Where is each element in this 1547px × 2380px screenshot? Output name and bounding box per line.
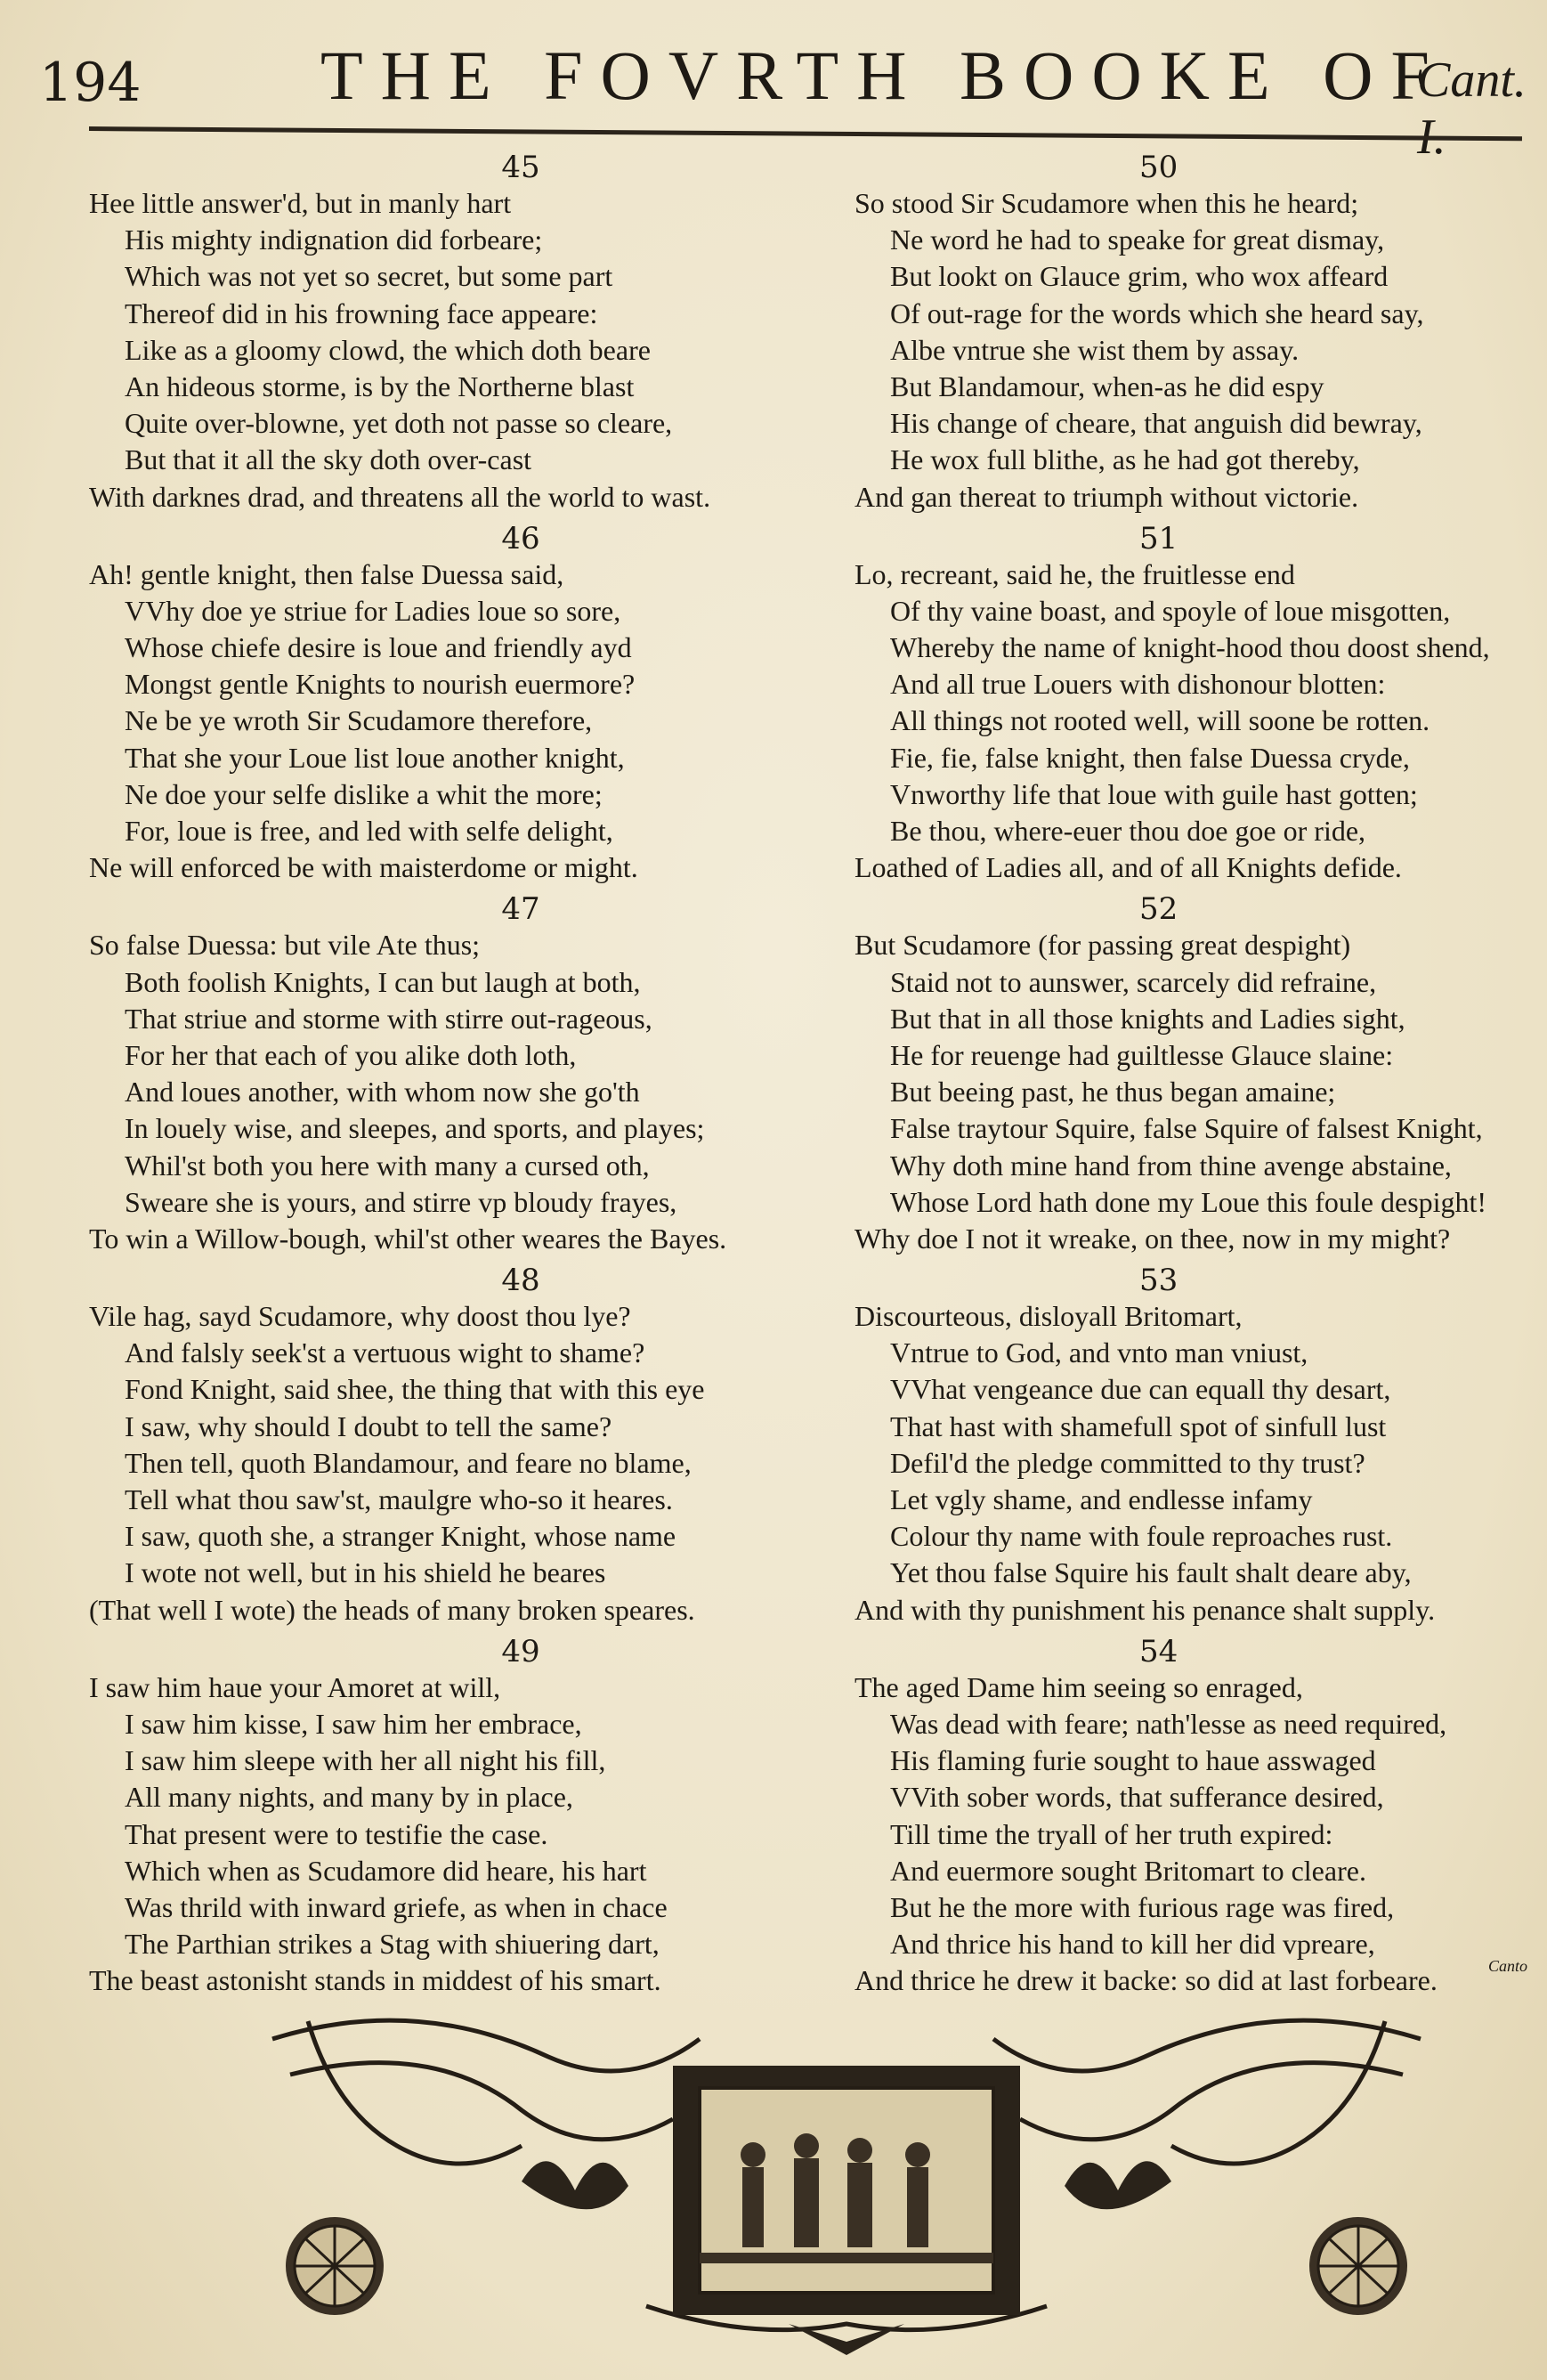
verse-line: Defil'd the pledge committed to thy trust?: [890, 1446, 1365, 1479]
verse-line: With darknes drad, and threatens all the world to wast.: [89, 480, 711, 513]
stanza: [854, 891, 1513, 1257]
verse-line: Of out-rage for the words which she heard say,: [890, 296, 1424, 329]
verse-line: Whose chiefe desire is loue and friendly ayd: [125, 631, 632, 664]
verse-line: Staid not to aunswer, scarcely did refraine,: [890, 965, 1377, 998]
canto-reference: Cant.: [1417, 53, 1527, 108]
left-column: [89, 150, 828, 2004]
verse-line: All many nights, and many by in place,: [125, 1781, 573, 1814]
verse-line: Vile hag, sayd Scudamore, why doost thou lye?: [89, 1300, 631, 1333]
verse-line: Thereof did in his frowning face appeare:: [125, 296, 598, 329]
verse-line: His change of cheare, that anguish did bewray,: [890, 407, 1422, 440]
verse-line: Which when as Scudamore did heare, his hart: [125, 1854, 647, 1887]
verse-line: Vntrue to God, and vnto man vniust,: [890, 1336, 1308, 1369]
verse-line: Whose Lord hath done my Loue this foule despight!: [890, 1185, 1487, 1218]
stanza-number: 54: [1139, 1633, 1178, 1669]
verse-line: Let vgly shame, and endlesse infamy: [890, 1483, 1313, 1515]
verse-line: But that it all the sky doth over-cast: [125, 443, 532, 476]
verse-line: The Parthian strikes a Stag with shiuering dart,: [125, 1928, 660, 1961]
verse-line: That striue and storme with stirre out-rageous,: [125, 1002, 652, 1035]
verse-line: I wote not well, but in his shield he beares: [125, 1556, 606, 1589]
verse-line: Whereby the name of knight-hood thou doost shend,: [890, 631, 1490, 664]
verse-line: All things not rooted well, will soone be rotten.: [890, 704, 1430, 737]
verse-line: Was thrild with inward griefe, as when in chace: [125, 1890, 668, 1923]
stanza-number: 52: [1139, 891, 1178, 928]
verse-line: He for reuenge had guiltlesse Glauce slaine:: [890, 1038, 1394, 1071]
verse-line: Discourteous, disloyall Britomart,: [854, 1300, 1243, 1333]
stanza: [89, 1263, 828, 1629]
stanza: [854, 521, 1513, 887]
verse-line: VVhy doe ye striue for Ladies loue so sore,: [125, 594, 621, 627]
stanza-number: 53: [1139, 1263, 1178, 1299]
book-title: THE FOVRTH BOOKE OF: [320, 37, 1447, 114]
verse-line: So stood Sir Scudamore when this he heard;: [854, 187, 1359, 219]
verse-line: But that in all those knights and Ladies sight,: [890, 1002, 1405, 1035]
verse-line: I saw him kisse, I saw him her embrace,: [125, 1707, 582, 1740]
verse-line: But he the more with furious rage was fired,: [890, 1890, 1395, 1923]
verse-line: VVhat vengeance due can equall thy desart,: [890, 1373, 1391, 1406]
verse-line: But lookt on Glauce grim, who wox affeard: [890, 260, 1389, 293]
verse-line: VVith sober words, that sufferance desired,: [890, 1781, 1384, 1814]
verse-line: And gan thereat to triumph without victorie.: [854, 480, 1359, 513]
verse-line: Ne be ye wroth Sir Scudamore therefore,: [125, 704, 593, 737]
verse-line: But beeing past, he thus began amaine;: [890, 1076, 1336, 1109]
verse-line: Of thy vaine boast, and spoyle of loue misgotten,: [890, 594, 1451, 627]
verse-line: That hast with shamefull spot of sinfull lust: [890, 1409, 1387, 1442]
verse-line: Quite over-blowne, yet doth not passe so cleare,: [125, 407, 673, 440]
verse-line: For, loue is free, and led with selfe delight,: [125, 815, 613, 847]
verse-line: His flaming furie sought to haue asswaged: [890, 1744, 1376, 1777]
verse-line: Colour thy name with foule reproaches rust.: [890, 1520, 1393, 1553]
verse-line: I saw him sleepe with her all night his fill,: [125, 1744, 606, 1777]
stanza-number: 49: [501, 1633, 540, 1669]
verse-line: To win a Willow-bough, whil'st other weares the Bayes.: [89, 1222, 727, 1255]
verse-line: But Scudamore (for passing great despight): [854, 929, 1351, 962]
stanza: [89, 1634, 828, 2000]
verse-line: And all true Louers with dishonour blotten:: [890, 668, 1386, 701]
verse-line: Yet thou false Squire his fault shalt deare aby,: [890, 1556, 1412, 1589]
verse-line: Like as a gloomy clowd, the which doth beare: [125, 333, 651, 366]
verse-line: Ne will enforced be with maisterdome or might.: [89, 851, 638, 884]
verse-line: Whil'st both you here with many a cursed oth,: [125, 1149, 650, 1182]
verse-line: Tell what thou saw'st, maulgre who-so it heares.: [125, 1483, 673, 1515]
stanza-number: 50: [1139, 150, 1178, 185]
verse-line: Till time the tryall of her truth expired:: [890, 1817, 1333, 1850]
verse-line: And euermore sought Britomart to cleare.: [890, 1854, 1366, 1887]
verse-line: He wox full blithe, as he had got thereby,: [890, 443, 1360, 476]
verse-line: Which was not yet so secret, but some part: [125, 260, 613, 293]
verse-line: Both foolish Knights, I can but laugh at both,: [125, 965, 641, 998]
right-column: [854, 150, 1513, 2004]
verse-line: But Blandamour, when-as he did espy: [890, 370, 1324, 402]
verse-line: For her that each of you alike doth loth,: [125, 1038, 577, 1071]
verse-line: Was dead with feare; nath'lesse as need required,: [890, 1707, 1447, 1740]
verse-line: Be thou, where-euer thou doe goe or ride,: [890, 815, 1366, 847]
verse-line: (That well I wote) the heads of many broken speares.: [89, 1593, 695, 1626]
stanza: [89, 891, 828, 1257]
stanza-number: 47: [501, 891, 540, 928]
verse-line: His mighty indignation did forbeare;: [125, 223, 543, 256]
running-head: [0, 25, 1547, 132]
verse-line: And loues another, with whom now she go'th: [125, 1076, 640, 1109]
verse-line: And falsly seek'st a vertuous wight to shame?: [125, 1336, 645, 1369]
stanza-number: 51: [1139, 520, 1178, 556]
catchword: Canto: [1488, 1957, 1528, 1975]
verse-line: Vnworthy life that loue with guile hast gotten;: [890, 777, 1418, 810]
woodcut-ornament: [255, 2003, 1438, 2360]
verse-line: False traytour Squire, false Squire of falsest Knight,: [890, 1112, 1483, 1145]
stanza: [854, 150, 1513, 516]
verse-line: Mongst gentle Knights to nourish euermore?: [125, 668, 636, 701]
verse-line: Lo, recreant, said he, the fruitlesse end: [854, 557, 1295, 590]
verse-line: That present were to testifie the case.: [125, 1817, 548, 1850]
verse-line: The beast astonisht stands in middest of his smart.: [89, 1964, 661, 1997]
verse-line: The aged Dame him seeing so enraged,: [854, 1670, 1303, 1703]
verse-line: Why doe I not it wreake, on thee, now in my might?: [854, 1222, 1451, 1255]
verse-line: In louely wise, and sleepes, and sports, and playes;: [125, 1112, 705, 1145]
verse-line: Then tell, quoth Blandamour, and feare no blame,: [125, 1446, 692, 1479]
verse-line: Ne word he had to speake for great dismay,: [890, 223, 1385, 256]
stanza: [89, 150, 828, 516]
verse-line: I saw, why should I doubt to tell the same?: [125, 1409, 612, 1442]
verse-line: And thrice his hand to kill her did vpreare,: [890, 1928, 1375, 1961]
verse-line: Ah! gentle knight, then false Duessa said,: [89, 557, 564, 590]
verse-line: I saw, quoth she, a stranger Knight, whose name: [125, 1520, 676, 1553]
stanza: [854, 1634, 1513, 2000]
verse-line: And thrice he drew it backe: so did at last forbeare.: [854, 1964, 1438, 1997]
verse-line: Ne doe your selfe dislike a whit the more;: [125, 777, 603, 810]
verse-line: Albe vntrue she wist them by assay.: [890, 333, 1300, 366]
stanza: [89, 521, 828, 887]
verse-line: Fie, fie, false knight, then false Duessa cryde,: [890, 741, 1410, 774]
stanza-number: 46: [501, 520, 540, 556]
verse-line: That she your Loue list loue another knight,: [125, 741, 625, 774]
verse-line: Sweare she is yours, and stirre vp bloudy frayes,: [125, 1185, 677, 1218]
verse-line: I saw him haue your Amoret at will,: [89, 1670, 501, 1703]
stanza-number: 48: [501, 1263, 540, 1299]
stanza-number: 45: [501, 150, 540, 185]
verse-line: Fond Knight, said shee, the thing that with this eye: [125, 1373, 705, 1406]
verse-line: An hideous storme, is by the Northerne blast: [125, 370, 635, 402]
stanza: [854, 1263, 1513, 1629]
verse-line: So false Duessa: but vile Ate thus;: [89, 929, 481, 962]
verse-line: Hee little answer'd, but in manly hart: [89, 187, 512, 219]
verse-line: And with thy punishment his penance shalt supply.: [854, 1593, 1436, 1626]
page-number: 194: [39, 52, 142, 114]
verse-line: Why doth mine hand from thine avenge abstaine,: [890, 1149, 1452, 1182]
verse-line: Loathed of Ladies all, and of all Knights defide.: [854, 851, 1402, 884]
